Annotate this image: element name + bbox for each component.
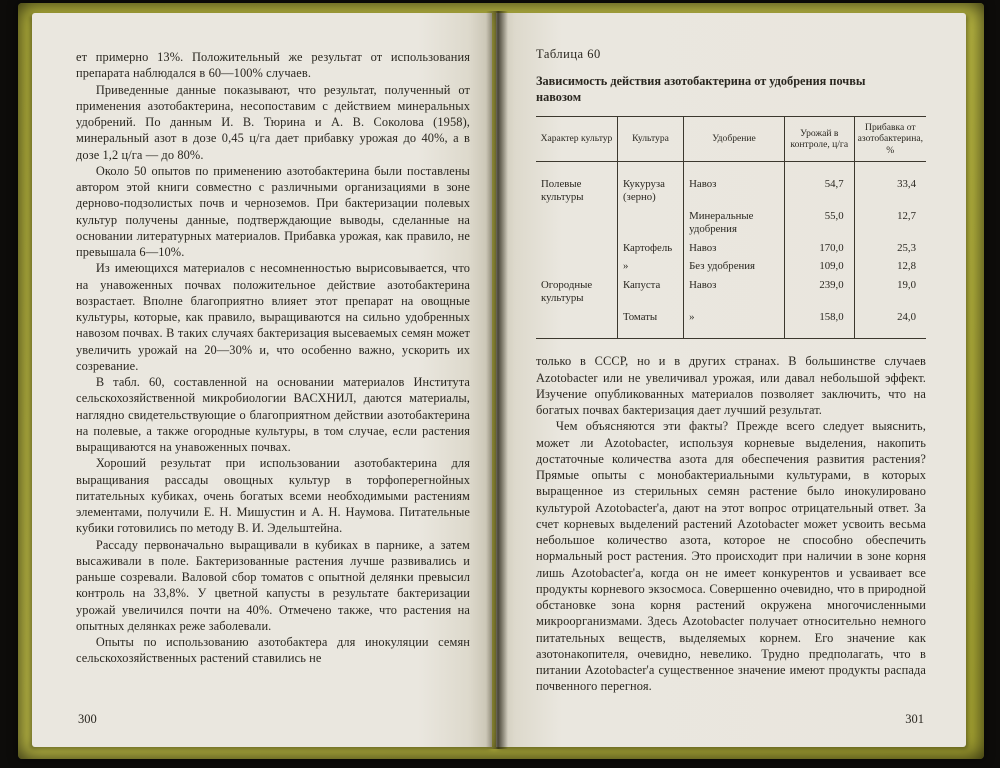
table-cell [617,207,683,239]
table-row [536,207,926,239]
table-cell: Минеральные удобрения [684,207,785,239]
table-cell: 54,7 [784,161,854,206]
table-cell: 55,0 [784,207,854,239]
table-cell: 24,0 [854,308,926,339]
table-cell: 12,8 [854,257,926,275]
paragraph: Чем объясняются эти факты? Прежде всего следует выяснить, может ли Azotobacter, используя корневые выделения, накопить достаточные количества азота для обеспечения развития растения? Прямые опыты с монобактериальными культурами, в которых выращенное из стерильных семян растение было инокулировано культурой Azotobacter'a, дают на этот вопрос отрицательный ответ. За счет корневых выделений растений Azotobacter может усвоить весьма небольшое количество азота, которое не способно обеспечить нормальный рост растения. Это происходит при наличии в зоне корня лишь Azotobacter'a, когда он не имеет конкурентов и усваивает все продукты корневого экзосмоса. Совершенно очевидно, что в природной обстановке зона корня растений окружена многочисленными микроорганизмами. Здесь Azotobacter получает относительно немного питательных веществ, выделяемых корнем. Его значение как азотонакопителя, очевидно, невелико. Трудно предполагать, что в питании Azotobacter'a существенное значение имеют продукты распада почвенного перегноя. [536,419,926,694]
table-cell: 33,4 [854,161,926,206]
paragraph: Хороший результат при использовании азотобактерина для выращивания рассады овощных культур в торфоперегнойных питательных кубиках, очень богатых всеми необходимыми растениям элементами, получили Е. Н. Мишустин и А. Н. Наумова. Питательные кубики готовились по методу В. И. Эдельштейна. [76,456,470,536]
paragraph: Приведенные данные показывают, что результат, полученный от применения азотобактерина, несопоставим с действием минеральных удобрений. По данным И. В. Тюрина и А. В. Соколова (1958), минеральный азот в дозе 0,45 ц/га дает прибавку урожая до 40%, а в дозе 1,2 ц/га — до 80%. [76,82,470,162]
table-cell: Навоз [684,239,785,257]
table-cell: Полевые культуры [541,177,584,204]
table-header-cell: Прибавка от азотобактерина, % [854,116,926,161]
table-cell: 239,0 [784,276,854,308]
table-header-cell: Культура [617,116,683,161]
left-page-text [76,49,470,667]
right-page-text [536,353,926,694]
table-row [536,276,926,308]
data-table [536,116,926,339]
paragraph: ет примерно 13%. Положительный же результат от использования препарата наблюдался в 60—100% случаев. [76,50,470,81]
table-cell: » [617,257,683,275]
paragraph: Опыты по использованию азотобактера для инокуляции семян сельскохозяйственных растений ставились не [76,635,470,666]
left-page [32,13,492,747]
table-row [536,239,926,257]
table-header-cell: Урожай в контроле, ц/га [784,116,854,161]
paragraph: В табл. 60, составленной на основании материалов Института сельскохозяйственной микробиологии ВАСХНИЛ, даются материалы, наглядно свидетельствующие о благоприятном действии азотобактерина на полевые, а также огородные культуры, в том случае, если растения выращиваются на унавоженных почвах. [76,375,470,454]
table-header [536,116,926,161]
table-cell: Кукуруза (зерно) [617,161,683,206]
paragraph: только в СССР, но и в других странах. В большинстве случаев Azotobacter или не увеличивал урожая, или давал небольшой эффект. Изучение опубликованных материалов позволяет заключить, что на богатых почвах бактеризация дает лучший результат. [536,354,926,418]
table-cell: 109,0 [784,257,854,275]
table-cell [536,257,617,275]
table-cell: 12,7 [854,207,926,239]
table-cell: 158,0 [784,308,854,339]
table-row [536,308,926,339]
table-header-cell: Характер культур [536,116,617,161]
table-cell: Капуста [617,276,683,308]
table-cell: 25,3 [854,239,926,257]
right-page [496,13,966,747]
table-cell: Томаты [617,308,683,339]
table-header-row [536,116,926,161]
page-number-left: 300 [78,712,97,726]
table-cell: 170,0 [784,239,854,257]
table-cell [536,239,617,257]
paragraph: Рассаду первоначально выращивали в кубиках в парнике, а затем высаживали в поле. Бактеризованные растения лучше развивались и раньше созревали. Валовой сбор томатов с опытной делянки превысил контроль на 33,8%. У цветной капусты в результате бактеризации урожай увеличился почти на 40%. Отмечено также, что растения на опытных делянках реже заболевали. [76,537,470,633]
table-cell: Без удобрения [684,257,785,275]
table-cell: 19,0 [854,276,926,308]
table-caption: Таблица 60 [536,47,601,61]
table-row [536,257,926,275]
table-cell [536,207,617,239]
table-cell: Навоз [684,276,785,308]
table-row [536,161,926,206]
table-cell [536,308,617,339]
paragraph: Около 50 опытов по применению азотобактерина были поставлены автором этой книги совместно с различными организациями в зоне дерново-подзолистых почв и черноземов. При бактеризации полевых культур получены данные, подтверждающие выводы, сделанные на основании литературных материалов. Прибавка урожая, как правило, не превышала 6—10%. [76,163,470,259]
table-cell: Навоз [684,161,785,206]
table-cell: Огородные культуры [541,278,593,305]
table-header-cell: Удобрение [684,116,785,161]
table-title: Зависимость действия азотобактерина от удобрения почвы навозом [536,74,866,104]
table-cell: Картофель [617,239,683,257]
book-spread [18,3,984,759]
page-number-right: 301 [905,712,924,726]
table-body [536,161,926,338]
table-cell: » [684,308,785,339]
paragraph: Из имеющихся материалов с несомненностью вырисовывается, что на унавоженных почвах положительное действие азотобактерина возрастает. Вполне благоприятно влияет этот препарат на овощные культуры, которые, как правило, выращиваются на сильно удобренных навозом почвах. В таких случаях бактеризация высеваемых семян может увеличить урожай на 20—30% и, что особенно важно, ускорить их созревание. [76,261,470,373]
